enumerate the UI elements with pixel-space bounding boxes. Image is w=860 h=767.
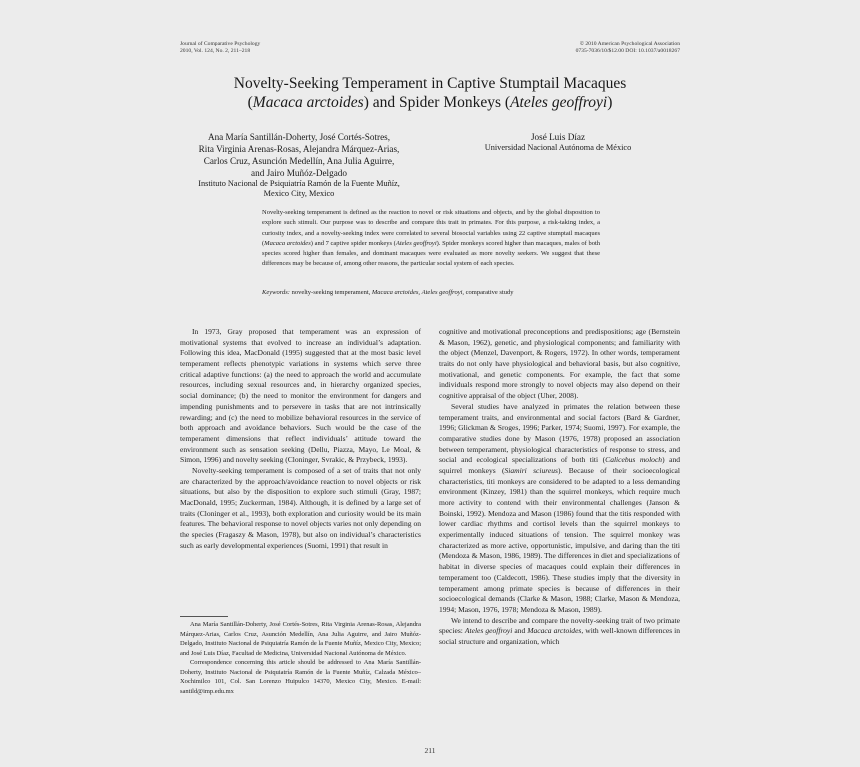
- keywords: [262, 288, 600, 298]
- keyword-species: Ateles geoffroyi: [421, 289, 463, 296]
- abstract-species: Ateles geoffroyi: [395, 239, 437, 247]
- author-line: Rita Virginia Arenas-Rosas, Alejandra Márquez-Arias,: [198, 144, 400, 154]
- author-line: Carlos Cruz, Asunción Medellín, Ana Julia Aguirre,: [203, 156, 395, 166]
- footnote-correspondence: Correspondence concerning this article should be addressed to Ana María Santillán-Doherty, Instituto Nacional de Psiquiatría Ramón de la Fuente Muñíz, Calzada México–Xochimilco 101, Col. San Lorenzo Huipulco 14370, Mexico City, Mexico. E-mail: santild@imp.edu.mx: [180, 659, 421, 695]
- paragraph-text: and: [512, 626, 528, 636]
- footnote-affiliations: Ana María Santillán-Doherty, José Cortés-Sotres, Rita Virginia Arenas-Rosas, Alejandra Márquez-Arias, Carlos Cruz, Asunción Medellín, Ana Julia Aguirre, and Jairo Muñóz-Delgado, Instituto Nacional de Psiquiatría Ramón de la Fuente Muñíz, Mexico City, Mexico; and José Luis Díaz, Facultad de Medicina, Universidad Nacional Autónoma de México.: [180, 621, 421, 657]
- keywords-label: Keywords:: [262, 289, 290, 296]
- title-paren-close: ): [607, 94, 613, 111]
- abstract-text: ) and 7 captive spider monkeys (: [310, 239, 396, 247]
- keywords-text: , comparative study: [462, 289, 514, 296]
- species-name: Calicebus moloch: [605, 455, 663, 465]
- paragraph: In 1973, Gray proposed that temperament was an expression of motivational systems that evolved to increase an individual’s adaptation. Following this idea, MacDonald (1995) suggested that at the most basic level temperament reflects phenotypic variations in systems which serve three critical adaptive functions: (a) the need to approach the world and accumulate resources, including sexual resources and, in hierarchy organized species, social dominance; (b) the need to monitor the environment for dangers and impending punishments and to persevere in tasks that are not intrinsically rewarding; and (c) the need to mobilize behavioral resources in the service of both approach and avoidance behaviors. Such would be the case of the temperament dimensions that reflect individuals’ attitude toward the environment such as sensation seeking (Dellu, Piazza, Mayo, Le Moal, & Simon, 1996) and novelty seeking (Cloninger, Svrakic, & Przybeck, 1993).: [180, 327, 421, 465]
- abstract-text: ). Spider monkeys scored higher than macaques, males of both species scored higher than females, and dominant macaques were evaluated as more novelty seekers. We suggest that these differences may be because of, among other reasons, the particular social system of each species.: [262, 239, 601, 268]
- copyright-block: [576, 41, 680, 55]
- paragraph-text: Several studies have analyzed in primates the relation between these temperament traits, and environmental and social factors (Bard & Gardner, 1996; Glickman & Sroges, 1996; Parker, 1974; Suomi, 1997). For example, the comparative studies done by Mason (1976, 1978) proposed an association between temperament, physiological characteristics of response to stress, and social and ecological specializations of both titi (: [439, 401, 680, 465]
- article-title: [120, 74, 740, 112]
- journal-name: Journal of Comparative Psychology: [180, 41, 261, 47]
- paragraph-text: We intend to describe and compare the novelty-seeking trait of two primate species:: [439, 615, 680, 636]
- doi-line: 0735-7036/10/$12.00 DOI: 10.1037/a0018267: [575, 48, 680, 54]
- author-name: José Luis Díaz: [530, 132, 586, 142]
- footnote-divider: [180, 616, 228, 617]
- paragraph: [439, 616, 680, 648]
- title-line-2: [120, 93, 740, 112]
- body-column-right: [439, 327, 680, 648]
- paragraph: cognitive and motivational preconceptions and predispositions; age (Bernstein & Mason, 1962), genetic, and physiological components; and familiarity with the object (Menzel, Davenport, & Rogers, 1972). In other words, temperament traits do not only have physiological and behavioral basis, but also cognitive, motivational, and genetic components. For example, the fact that some individuals respond more strongly to novel objects may also depend on their cognitive appraisal of the object (Uher, 2008).: [439, 327, 680, 401]
- paragraph-text: ). Because of their socioecological characteristics, titi monkeys are considered to be adapted to a less demanding environment (Kinzey, 1981) than the squirrel monkeys, which require much more activity to contend with their environmental challenges (Janson & Boinski, 1992). Mendoza and Mason (1986) found that the titis responded with lower cardiac rhythms and cortisol levels than the squirrel monkeys to experimentally induced situations of tension. The squirrel monkey was characterized as more active, opportunistic, impulsive, and daring than the titi (Mendoza & Mason, 1986, 1989). The differences in diet and specializations of habitat in diverse species of macaques could explain their differences in temperament too (Caldecott, 1986). These studies imply that the diversity in temperament among primate species is because of differences in their socioecological demands (Clarke & Mason, 1988; Clarke, Mason & Mendoza, 1994; Mason, 1976, 1978; Mendoza & Mason, 1989).: [439, 465, 680, 614]
- affiliation-line: Mexico City, Mexico: [263, 189, 335, 198]
- title-mid-text: ) and Spider Monkeys (: [363, 94, 511, 111]
- keyword-species: Macaca arctoides: [371, 289, 419, 296]
- author-line: and Jairo Muñóz-Delgado: [251, 168, 347, 178]
- species-name: Macaca arctoides: [527, 626, 582, 636]
- abstract: [262, 208, 600, 270]
- paragraph-text: , with well-known differences in social structure and organization, which: [439, 626, 681, 646]
- journal-volume: 2010, Vol. 124, No. 2, 211–218: [180, 48, 251, 54]
- footnotes: [180, 620, 421, 696]
- affiliation-line: Instituto Nacional de Psiquiatría Ramón de la Fuente Muñíz,: [198, 179, 400, 188]
- abstract-species: Macaca arctoides: [264, 239, 311, 247]
- page-number: 211: [424, 746, 436, 755]
- paragraph: Novelty-seeking temperament is composed of a set of traits that not only are characterized by the approach/avoidance reaction to novel objects or risk situations, but also by the disposition to explore such stimuli (Gray, 1987; MacDonald, 1995; Zuckerman, 1984). Although, it is defined by a large set of traits (Cloninger et al., 1993), both exploration and curiosity would be its main features. The behavioral response to novel objects varies not only depending on the species (Fragaszy & Mason, 1978), but also on individual’s characteristics such as early developmental experiences (Suomi, 1991) that result in: [180, 465, 421, 550]
- journal-citation: [180, 41, 260, 55]
- paragraph-text: ) and squirrel monkeys (: [439, 455, 681, 475]
- title-paren: (: [247, 94, 253, 111]
- keywords-text: novelty-seeking temperament,: [289, 289, 372, 296]
- keywords-text: ,: [418, 289, 422, 296]
- authors-left-block: [170, 131, 428, 199]
- paragraph: [439, 402, 680, 616]
- affiliation-line: Universidad Nacional Autónoma de México: [484, 143, 632, 152]
- species-name: Siamiri sciureus: [504, 465, 558, 475]
- title-line-1: Novelty-Seeking Temperament in Captive Stumptail Macaques: [233, 75, 627, 92]
- authors-right-block: [470, 131, 646, 153]
- title-species-spider: Ateles geoffroyi: [510, 94, 608, 111]
- copyright-notice: © 2010 American Psychological Association: [579, 41, 680, 47]
- author-line: Ana María Santillán-Doherty, José Cortés-Sotres,: [207, 132, 391, 142]
- species-name: Ateles geoffroyi: [464, 626, 513, 636]
- title-species-macaque: Macaca arctoides: [252, 94, 364, 111]
- body-column-left: [180, 327, 421, 551]
- abstract-text: Novelty-seeking temperament is defined as the reaction to novel or risk situations and objects, and by the global disposition to explore such stimuli. Our purpose was to describe and compare this trait in primates. For this purpose, a risk-taking index, a curiosity index, and a novelty-seeking index were correlated to several biosocial variables using 22 captive stumptail macaques (: [262, 209, 600, 247]
